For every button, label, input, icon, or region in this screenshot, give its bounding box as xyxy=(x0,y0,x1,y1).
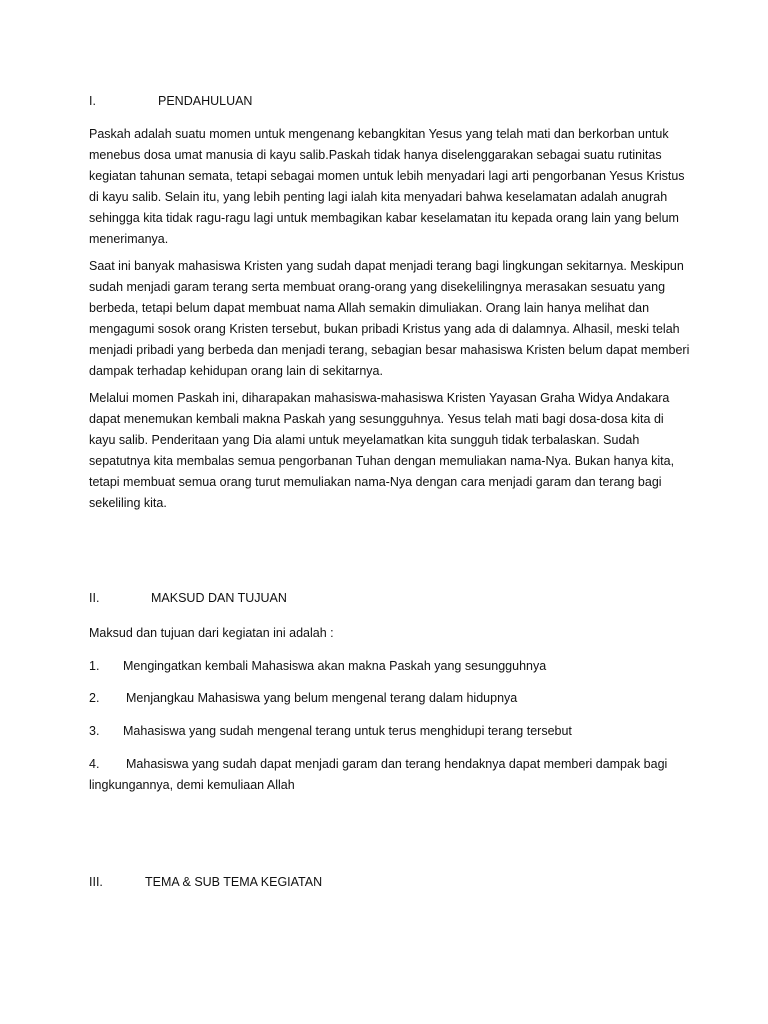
list-number: 2. xyxy=(89,691,100,705)
section-number: III. xyxy=(89,875,103,889)
list-text: Mahasiswa yang sudah mengenal terang untuk terus menghidupi terang tersebut xyxy=(123,724,572,738)
section-title: TEMA & SUB TEMA KEGIATAN xyxy=(145,875,323,889)
list-item xyxy=(89,721,691,742)
list-number: 1. xyxy=(89,659,100,673)
section-heading-2 xyxy=(89,591,287,605)
list-number: 4. xyxy=(89,757,100,771)
list-text: Mengingatkan kembali Mahasiswa akan makna Paskah yang sesungguhnya xyxy=(123,659,547,673)
list-item xyxy=(89,656,691,677)
list-text: Menjangkau Mahasiswa yang belum mengenal terang dalam hidupnya xyxy=(126,691,518,705)
list-item xyxy=(89,754,691,796)
paragraph: Paskah adalah suatu momen untuk mengenang kebangkitan Yesus yang telah mati dan berkorban untuk menebus dosa umat manusia di kayu salib.Paskah tidak hanya diselenggarakan sebagai suatu rutinitas kegiatan tahunan semata, tetapi sebagai momen untuk lebih menyadari lagi arti pengorbanan Yesus Kristus di kayu salib. Selain itu, yang lebih penting lagi ialah kita menyadari bahwa keselamatan adalah anugrah sehingga kita tidak ragu-ragu lagi untuk membagikan kabar keselamatan itu kepada orang lain yang belum menerimanya. xyxy=(89,127,685,246)
paragraph: Melalui momen Paskah ini, diharapakan mahasiswa-mahasiswa Kristen Yayasan Graha Widya Andakara dapat menemukan kembali makna Paskah yang sesungguhnya. Yesus telah mati bagi dosa-dosa kita di kayu salib. Penderitaan yang Dia alami untuk meyelamatkan kita sungguh tidak terbalaskan. Sudah sepatutnya kita membalas semua pengorbanan Tuhan dengan memuliakan nama-Nya. Bukan hanya kita, tetapi membuat semua orang turut memuliakan nama-Nya dengan cara menjadi garam dan terang bagi sekeliling kita. xyxy=(89,391,675,510)
list-text: Mahasiswa yang sudah dapat menjadi garam dan terang hendaknya dapat memberi dampak bagi lingkungannya, demi kemuliaan Allah xyxy=(89,757,668,792)
section-heading-1 xyxy=(89,94,252,108)
section-title: MAKSUD DAN TUJUAN xyxy=(151,591,287,605)
list-item xyxy=(89,688,691,709)
intro-text: Maksud dan tujuan dari kegiatan ini adalah : xyxy=(89,626,334,640)
section-heading-3 xyxy=(89,875,322,889)
section-number: II. xyxy=(89,591,100,605)
list-number: 3. xyxy=(89,724,100,738)
section-title: PENDAHULUAN xyxy=(158,94,253,108)
section-number: I. xyxy=(89,94,96,108)
paragraph: Saat ini banyak mahasiswa Kristen yang sudah dapat menjadi terang bagi lingkungan sekitarnya. Meskipun sudah menjadi garam terang serta membuat orang-orang yang disekelilingnya merasakan sesuatu yang berbeda, tetapi belum dapat membuat nama Allah semakin dimuliakan. Orang lain hanya melihat dan mengagumi sosok orang Kristen tersebut, bukan pribadi Kristus yang ada di dalamnya. Alhasil, meski telah menjadi pribadi yang berbeda dan menjadi terang, sebagian besar mahasiswa Kristen belum dapat memberi dampak terhadap kehidupan orang lain di sekitarnya. xyxy=(89,259,690,378)
